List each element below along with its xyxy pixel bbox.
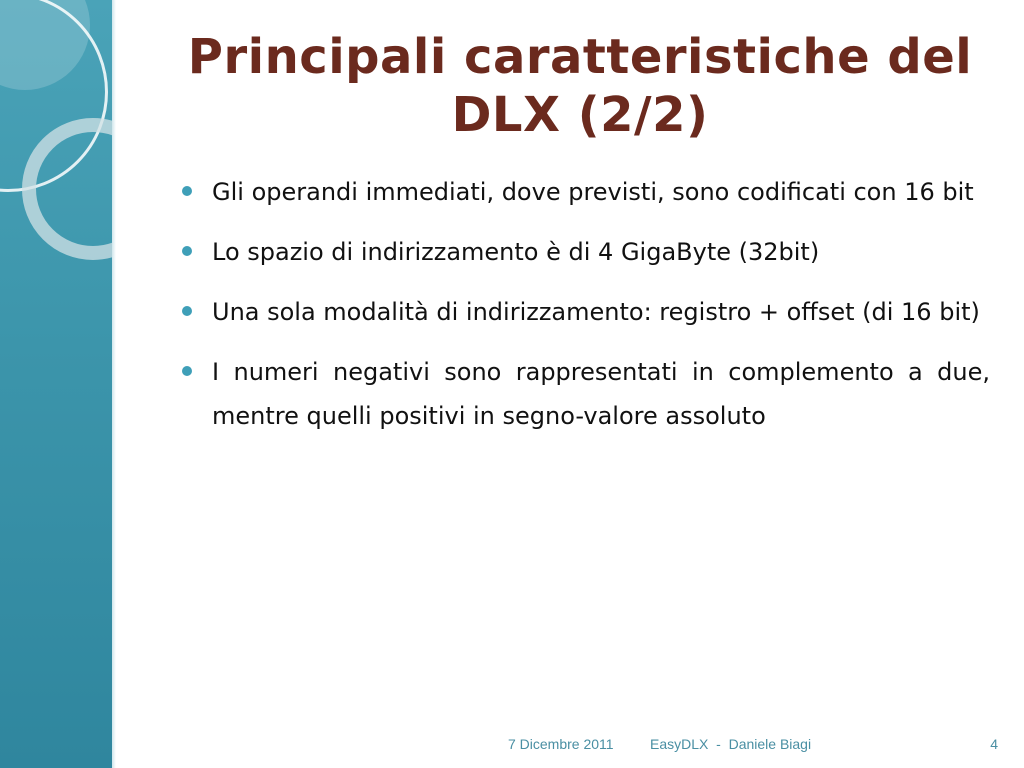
bullet-text: I numeri negativi sono rappresentati in complemento a due, mentre quelli positivi in segno-valore assoluto <box>212 358 990 430</box>
bullet-dot-icon <box>182 306 192 316</box>
bullet-item <box>182 350 990 438</box>
bullet-item <box>182 170 990 214</box>
footer-presentation-info: EasyDLX - Daniele Biagi <box>650 736 812 752</box>
bullet-text: Lo spazio di indirizzamento è di 4 GigaByte (32bit) <box>212 238 820 266</box>
bullet-dot-icon <box>182 246 192 256</box>
slide-title-line-1: Principali caratteristiche del <box>187 29 973 85</box>
bullet-dot-icon <box>182 366 192 376</box>
bullet-dot-icon <box>182 186 192 196</box>
slide-title <box>150 28 1010 144</box>
bullet-list <box>182 170 990 454</box>
slide-title-line-2: DLX (2/2) <box>451 87 709 143</box>
bullet-text: Una sola modalità di indirizzamento: registro + offset (di 16 bit) <box>212 298 980 326</box>
footer-date: 7 Dicembre 2011 <box>508 736 614 752</box>
decorative-side-band <box>0 0 112 768</box>
bullet-text: Gli operandi immediati, dove previsti, sono codificati con 16 bit <box>212 178 974 206</box>
bullet-item <box>182 290 990 334</box>
bullet-item <box>182 230 990 274</box>
footer-page-number: 4 <box>990 736 998 752</box>
side-band-edge <box>112 0 116 768</box>
